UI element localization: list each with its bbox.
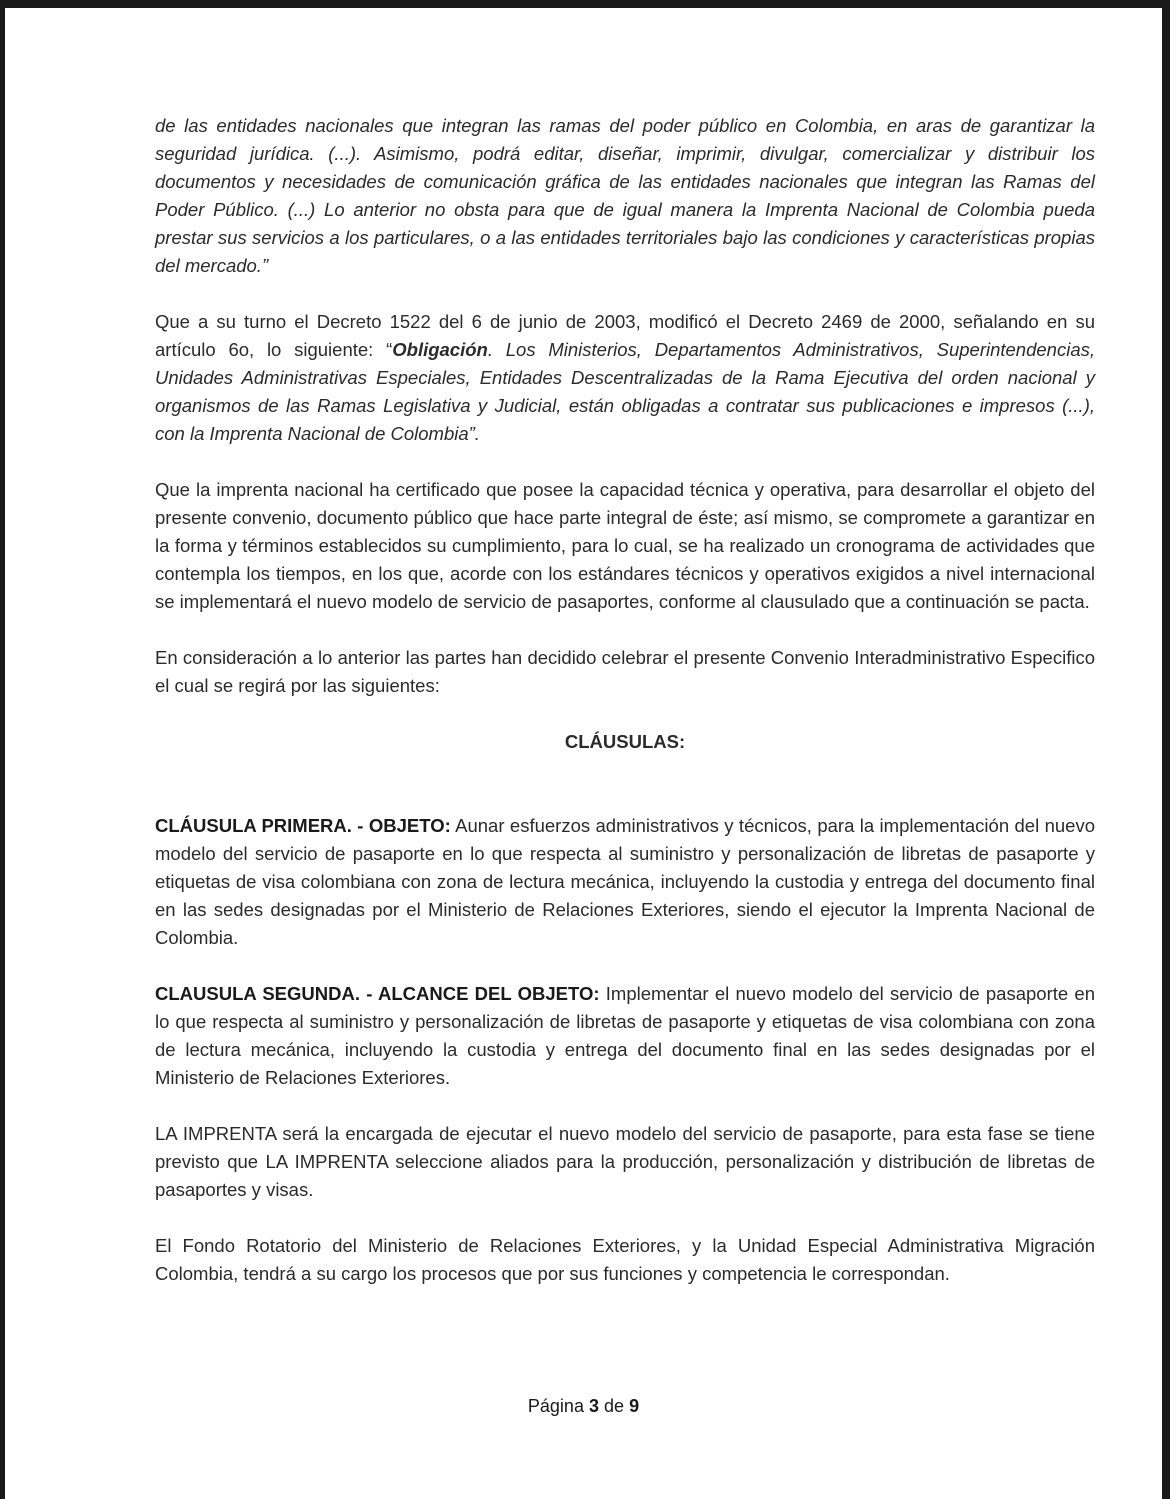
current-page: 3 xyxy=(588,1396,599,1416)
page-of: de xyxy=(604,1396,625,1416)
decree-paragraph xyxy=(155,308,1095,448)
imprenta-paragraph: LA IMPRENTA será la encargada de ejecutar el nuevo modelo del servicio de pasaporte, para esta fase se tiene previsto que LA IMPRENTA seleccione aliados para la producción, personalización y distribución de libretas de pasaportes y visas. xyxy=(155,1123,1095,1200)
clause-first-text: Aunar esfuerzos administrativos y técnicos, para la implementación del nuevo modelo del servicio de pasaporte en lo que respecta al suministro y personalización de libretas de pasaporte y etiquetas de visa colombiana con zona de lectura mecánica, incluyendo la custodia y entrega del documento final en las sedes designadas por el Ministerio de Relaciones Exteriores, siendo el ejecutor la Imprenta Nacional de Colombia. xyxy=(155,815,1096,948)
clause-first-title: CLÁUSULA PRIMERA. - OBJETO: xyxy=(155,815,451,836)
capacity-paragraph: Que la imprenta nacional ha certificado que posee la capacidad técnica y operativa, para desarrollar el objeto del presente convenio, documento público que hace parte integral de éste; así mismo, se compromete a garantizar en la forma y términos establecidos su cumplimiento, para lo cual, se ha realizado un cronograma de actividades que contempla los tiempos, en los que, acorde con los estándares técnicos y operativos exigidos a nivel internacional se implementará el nuevo modelo de servicio de pasaportes, conforme al clausulado que a continuación se pacta. xyxy=(155,479,1095,612)
clause-second-title: CLAUSULA SEGUNDA. - ALCANCE DEL OBJETO: xyxy=(155,983,600,1004)
decree-quote: . Los Ministerios, Departamentos Administrativos, Superintendencias, Unidades Administrativas Especiales, Entidades Descentralizadas de la Rama Ejecutiva del orden nacional y organismos de las Ramas Legislativa y Judicial, están obligadas a contratar sus publicaciones e impresos (...), con la Imprenta Nacional de Colombia”. xyxy=(155,339,1095,444)
window-top-border xyxy=(0,0,1170,8)
window-right-border xyxy=(1162,0,1170,1499)
page-label: Página xyxy=(527,1396,584,1416)
clause-first xyxy=(155,812,1095,952)
clauses-heading: CLÁUSULAS: xyxy=(564,731,686,752)
total-pages: 9 xyxy=(629,1396,640,1416)
quoted-paragraph: de las entidades nacionales que integran las ramas del poder público en Colombia, en aras de garantizar la seguridad jurídica. (...). Asimismo, podrá editar, diseñar, imprimir, divulgar, comercializar y distribuir los documentos y necesidades de comunicación gráfica de las entidades nacionales que integran las Ramas del Poder Público. (...) Lo anterior no obsta para que de igual manera la Imprenta Nacional de Colombia pueda prestar sus servicios a los particulares, o a las entidades territoriales bajo las condiciones y características propias del mercado.” xyxy=(155,115,1095,276)
fondo-paragraph: El Fondo Rotatorio del Ministerio de Relaciones Exteriores, y la Unidad Especial Administrativa Migración Colombia, tendrá a su cargo los procesos que por sus funciones y competencia le correspondan. xyxy=(155,1235,1095,1284)
decree-term: Obligación xyxy=(392,339,488,360)
document-page xyxy=(5,8,1162,1499)
page-number xyxy=(5,1396,1162,1417)
clause-second-text: Implementar el nuevo modelo del servicio de pasaporte en lo que respecta al suministro y personalización de libretas de pasaporte y etiquetas de visa colombiana con zona de lectura mecánica, incluyendo la custodia y entrega del documento final en las sedes designadas por el Ministerio de Relaciones Exteriores. xyxy=(155,983,1095,1088)
decree-intro: Que a su turno el Decreto 1522 del 6 de junio de 2003, modificó el Decreto 2469 de 2000, señalando en su artículo 6o, lo siguiente: “ xyxy=(155,311,1095,360)
consideration-paragraph: En consideración a lo anterior las partes han decidido celebrar el presente Convenio Interadministrativo Especifico el cual se regirá por las siguientes: xyxy=(155,647,1095,696)
clause-second xyxy=(155,980,1095,1092)
document-body xyxy=(155,112,1095,1316)
